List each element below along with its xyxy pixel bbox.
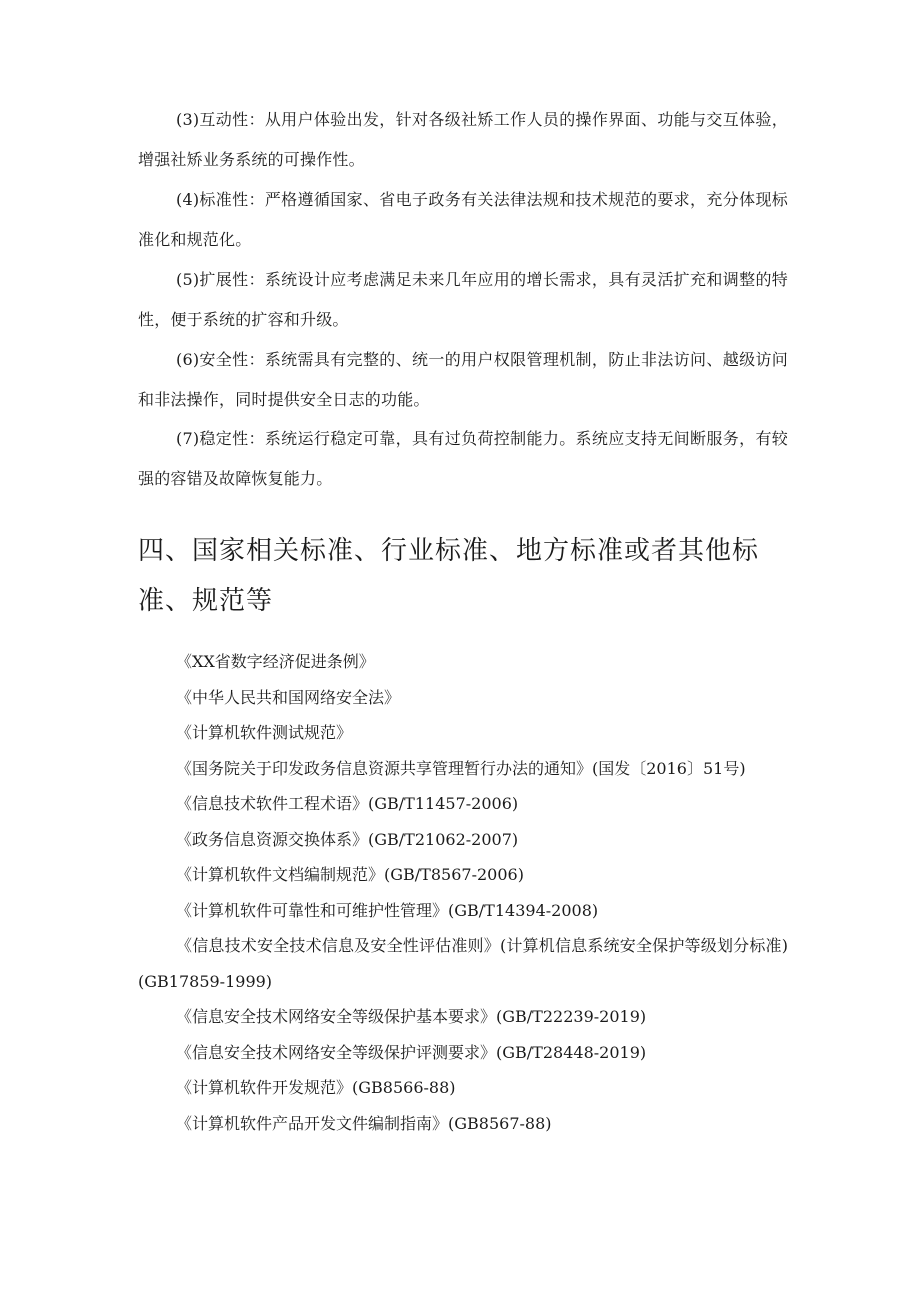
reference-item: 《信息安全技术网络安全等级保护评测要求》(GB/T28448-2019) bbox=[176, 1042, 647, 1062]
paragraph-interactivity: (3)互动性：从用户体验出发，针对各级社矫工作人员的操作界面、功能与交互体验，增强社矫业务系统的可操作性。 bbox=[138, 110, 788, 169]
reference-item: 《国务院关于印发政务信息资源共享管理暂行办法的通知》(国发〔2016〕51号) bbox=[176, 758, 746, 778]
section-heading: 四、国家相关标准、行业标准、地方标准或者其他标准、规范等 bbox=[138, 536, 760, 616]
reference-item: 《信息技术软件工程术语》(GB/T11457-2006) bbox=[176, 794, 519, 813]
reference-item: 《计算机软件可靠性和可维护性管理》(GB/T14394-2008) bbox=[176, 900, 599, 920]
reference-item: 《信息技术安全技术信息及安全性评估准则》(计算机信息系统安全保护等级划分标准)(GB17859-1999) bbox=[138, 936, 788, 991]
reference-item: 《计算机软件开发规范》(GB8566-88) bbox=[176, 1078, 456, 1097]
reference-item: 《政务信息资源交换体系》(GB/T21062-2007) bbox=[176, 829, 519, 849]
paragraph-extensibility: (5)扩展性：系统设计应考虑满足未来几年应用的增长需求，具有灵活扩充和调整的特性，便于系统的扩容和升级。 bbox=[138, 270, 788, 329]
reference-item: 《计算机软件产品开发文件编制指南》(GB8567-88) bbox=[176, 1113, 552, 1133]
paragraph-security: (6)安全性：系统需具有完整的、统一的用户权限管理机制，防止非法访问、越级访问和非法操作，同时提供安全日志的功能。 bbox=[138, 350, 788, 409]
reference-item: 《中华人民共和国网络安全法》 bbox=[176, 687, 401, 707]
reference-item: 《计算机软件文档编制规范》(GB/T8567-2006) bbox=[176, 865, 524, 884]
reference-item: 《计算机软件测试规范》 bbox=[176, 723, 353, 742]
reference-item: 《信息安全技术网络安全等级保护基本要求》(GB/T22239-2019) bbox=[176, 1007, 647, 1026]
paragraph-standardization: (4)标准性：严格遵循国家、省电子政务有关法律法规和技术规范的要求，充分体现标准化和规范化。 bbox=[138, 190, 788, 249]
reference-item: 《XX省数字经济促进条例》 bbox=[176, 652, 375, 671]
reference-list bbox=[138, 644, 788, 1141]
paragraph-stability: (7)稳定性：系统运行稳定可靠，具有过负荷控制能力。系统应支持无间断服务，有较强的容错及故障恢复能力。 bbox=[138, 429, 788, 488]
